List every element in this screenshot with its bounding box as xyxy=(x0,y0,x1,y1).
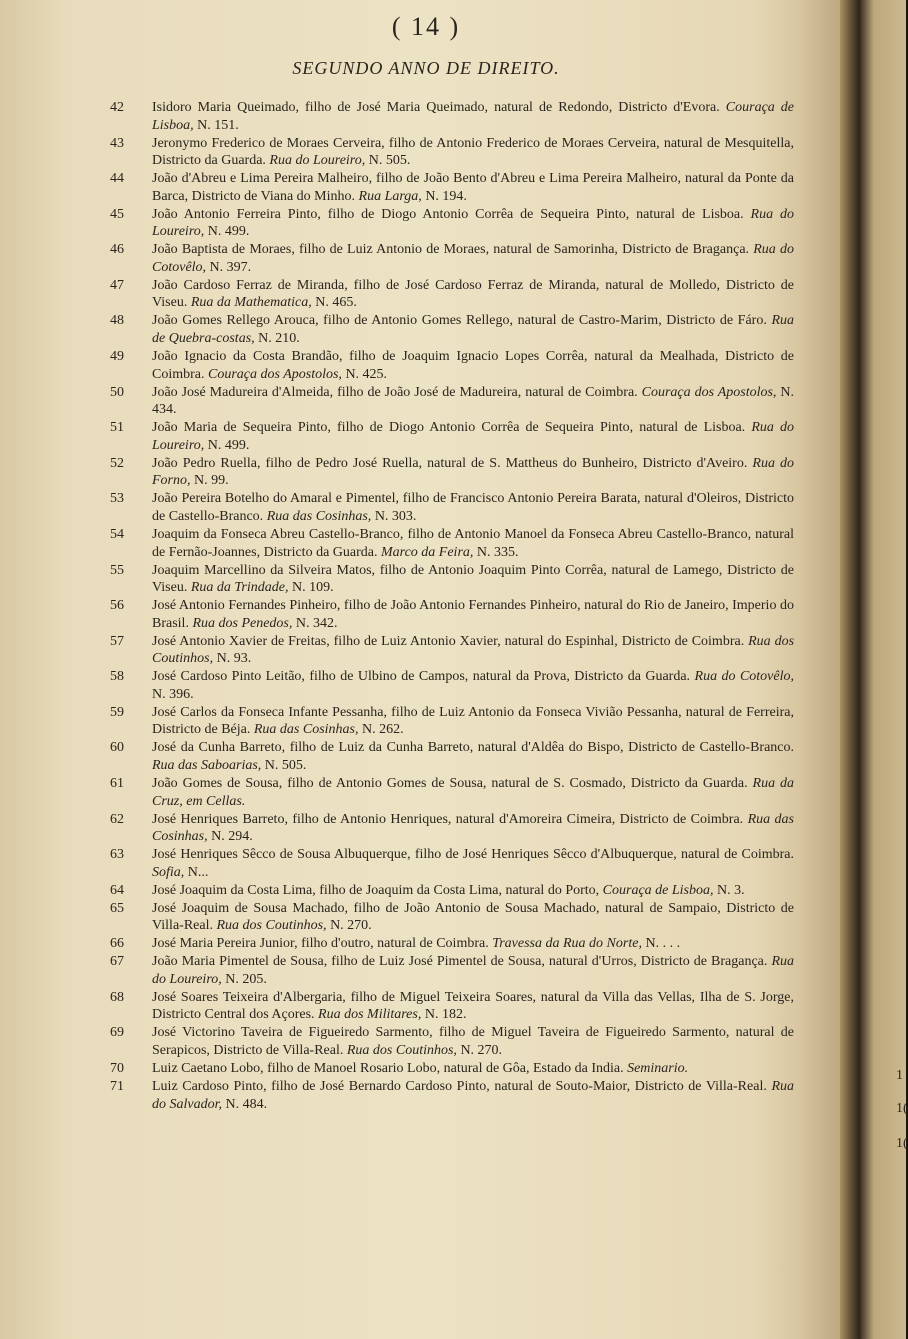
section-header: SEGUNDO ANNO DE DIREITO. xyxy=(292,58,560,78)
entry-text: João Maria de Sequeira Pinto, filho de Diogo Antonio Corrêa de Sequeira Pinto, natural de Lisboa. xyxy=(152,420,746,436)
entry-address: Rua de Quebra-costas, xyxy=(152,313,794,347)
entry-address: Rua dos Coutinhos, xyxy=(346,1043,457,1059)
entry-number: 49 xyxy=(110,349,124,365)
entry-number: 50 xyxy=(110,384,124,400)
entry-number: 58 xyxy=(110,669,124,685)
list-item xyxy=(94,811,794,846)
list-item xyxy=(94,633,794,668)
student-list xyxy=(94,99,794,1114)
entry-number: 66 xyxy=(110,936,124,952)
entry-number: 71 xyxy=(110,1078,124,1094)
entry-description xyxy=(152,1078,794,1113)
list-item xyxy=(94,490,794,525)
entry-address: Couraça de Lisboa, xyxy=(602,882,714,898)
entry-address: Rua do Loureiro, xyxy=(269,153,366,169)
entry-description xyxy=(152,633,794,668)
entry-house-number: N. 335. xyxy=(476,544,519,560)
entry-text: Luiz Cardoso Pinto, filho de José Bernardo Cardoso Pinto, natural de Souto-Maior, Districto de Villa-Real. xyxy=(152,1078,767,1094)
entry-number: 42 xyxy=(110,100,124,115)
entry-description xyxy=(152,668,794,703)
entry-description xyxy=(152,526,794,561)
entry-house-number: N. . . . xyxy=(645,936,681,952)
entry-number: 53 xyxy=(110,491,124,507)
entry-address: Rua do Cotovêlo, xyxy=(152,242,794,275)
entry-description xyxy=(152,348,794,383)
entry-text: João José Madureira d'Almeida, filho de João José de Madureira, natural de Coimbra. xyxy=(152,384,638,400)
facing-page-edge xyxy=(860,0,906,1339)
entry-address: Rua das Cosinhas, xyxy=(253,722,359,738)
entry-text: João Gomes de Sousa, filho de Antonio Gomes de Sousa, natural de S. Cosmado, Districto da Guarda. xyxy=(152,775,748,791)
entry-house-number: N. 294. xyxy=(211,829,253,845)
entry-house-number: N. 303. xyxy=(374,508,417,524)
entry-text: Luiz Caetano Lobo, filho de Manoel Rosario Lobo, natural de Gôa, Estado da India. xyxy=(152,1061,624,1076)
entry-house-number: N. 99. xyxy=(194,473,229,489)
entry-number: 69 xyxy=(110,1025,124,1041)
entry-description xyxy=(152,900,794,935)
entry-number: 62 xyxy=(110,811,124,827)
entry-number: 46 xyxy=(110,242,124,258)
entry-text: José Antonio Fernandes Pinheiro, filho de João Antonio Fernandes Pinheiro, natural do Rio de Janeiro, Imperio do Brasil. xyxy=(152,598,794,631)
list-item xyxy=(94,241,794,276)
entry-description xyxy=(152,384,794,419)
entry-address: Rua da Mathematica, xyxy=(190,295,312,311)
entry-house-number: N. 151. xyxy=(197,117,239,133)
entry-text: José Henriques Barreto, filho de Antonio Henriques, natural d'Amoreira Cimeira, Districto de Coimbra. xyxy=(152,811,744,827)
page-number: ( 14 ) xyxy=(391,12,461,41)
entry-description xyxy=(152,597,794,632)
entry-text: João Maria Pimentel de Sousa, filho de Luiz José Pimentel de Sousa, natural d'Urros, Districto de Bragança. xyxy=(152,954,768,970)
entry-house-number: N. 270. xyxy=(330,918,372,934)
entry-address: Couraça dos Apostolos, xyxy=(641,384,777,400)
entry-description xyxy=(152,846,794,881)
entry-description xyxy=(152,739,794,774)
entry-address: Rua das Cosinhas, xyxy=(152,811,795,845)
list-item xyxy=(94,99,794,134)
entry-address: Rua das Cosinhas, xyxy=(266,508,372,524)
entry-text: José Cardoso Pinto Leitão, filho de Ulbino de Campos, natural da Prova, Districto da Guarda. xyxy=(152,669,691,685)
entry-address: Rua do Loureiro, xyxy=(152,420,794,453)
list-item xyxy=(94,846,794,881)
entry-text: Isidoro Maria Queimado, filho de José Maria Queimado, natural de Redondo, Districto d'Evora. xyxy=(152,100,720,115)
entry-number: 48 xyxy=(110,313,124,329)
entry-house-number: N. 3. xyxy=(717,882,745,898)
entry-text: José Soares Teixeira d'Albergaria, filho de Miguel Teixeira Soares, natural da Villa das Vellas, Ilha de S. Jorge, Districto Central dos Açores. xyxy=(152,989,794,1023)
entry-number: 68 xyxy=(110,989,124,1005)
entry-text: João Pedro Ruella, filho de Pedro José Ruella, natural de S. Mattheus do Bunheiro, Districto d'Aveiro. xyxy=(152,455,748,471)
entry-description xyxy=(152,170,794,205)
entry-number: 65 xyxy=(110,900,124,916)
entry-description xyxy=(152,455,794,490)
entry-text: Jeronymo Frederico de Moraes Cerveira, filho de Antonio Frederico de Moraes Cerveira, natural de Mesquitella, Districto da Guarda. xyxy=(152,135,794,169)
entry-description xyxy=(152,562,794,597)
facing-page-fragment: 1 xyxy=(896,1068,903,1083)
entry-address: Rua do Loureiro, xyxy=(152,954,795,987)
entry-text: João Antonio Ferreira Pinto, filho de Diogo Antonio Corrêa de Sequeira Pinto, natural de Lisboa. xyxy=(152,206,744,222)
list-item xyxy=(94,170,794,205)
entry-description xyxy=(152,206,794,241)
list-item xyxy=(94,989,794,1024)
entry-house-number: N. 210. xyxy=(258,331,300,347)
entry-number: 45 xyxy=(110,206,124,222)
entry-description xyxy=(152,1060,794,1078)
entry-description xyxy=(152,811,794,846)
entry-address: Travessa da Rua do Norte, xyxy=(492,936,642,952)
entry-house-number: N. 182. xyxy=(424,1007,467,1023)
entry-number: 70 xyxy=(110,1061,124,1076)
list-item xyxy=(94,668,794,703)
entry-address: Sofia, xyxy=(152,864,185,880)
entry-number: 56 xyxy=(110,598,124,614)
entry-number: 51 xyxy=(110,420,124,436)
list-item xyxy=(94,739,794,774)
entry-number: 63 xyxy=(110,847,124,863)
entry-number: 57 xyxy=(110,633,124,649)
entry-text: José Maria Pereira Junior, filho d'outro, natural de Coimbra. xyxy=(152,936,489,952)
entry-description xyxy=(152,935,794,953)
book-spine xyxy=(840,0,860,1339)
list-item xyxy=(94,206,794,241)
entry-address: Rua do Loureiro, xyxy=(152,206,794,240)
entry-house-number: N. 505. xyxy=(264,758,307,773)
entry-text: José Victorino Taveira de Figueiredo Sarmento, filho de Miguel Taveira de Figueiredo Sarmento, natural de Serapicos, Districto de Villa-Real. xyxy=(152,1025,794,1059)
list-item xyxy=(94,775,794,810)
list-item xyxy=(94,348,794,383)
entry-address: Couraça dos Apostolos, xyxy=(208,366,342,382)
entry-text: José Joaquim da Costa Lima, filho de Joaquim da Costa Lima, natural do Porto, xyxy=(152,882,600,898)
list-item xyxy=(94,526,794,561)
entry-address: Rua do Salvador, xyxy=(152,1078,795,1112)
entry-house-number: N. 499. xyxy=(207,437,250,453)
entry-house-number: N. 270. xyxy=(460,1043,503,1059)
entry-description xyxy=(152,882,794,900)
entry-description xyxy=(152,704,794,739)
entry-address: Couraça de Lisboa, xyxy=(152,100,795,133)
entry-text: João Pereira Botelho do Amaral e Pimentel, filho de Francisco Antonio Pereira Barata, natural d'Oleiros, Districto de Castello-Branco. xyxy=(152,491,794,524)
list-item xyxy=(94,384,794,419)
list-item xyxy=(94,419,794,454)
entry-text: José Carlos da Fonseca Infante Pessanha, filho de Luiz Antonio da Fonseca Vivião Pessanha, natural de Ferreira, Districto de Béja. xyxy=(152,704,794,738)
entry-text: João Baptista de Moraes, filho de Luiz Antonio de Moraes, natural de Samorinha, Districto de Bragança. xyxy=(152,242,750,258)
entry-description xyxy=(152,953,794,988)
entry-description xyxy=(152,135,794,170)
entry-description xyxy=(152,312,794,347)
entry-text: Joaquim da Fonseca Abreu Castello-Branco, filho de Antonio Manoel da Fonseca Abreu Castello-Branco, natural de Fernão-Joannes, Districto da Guarda. xyxy=(152,526,794,560)
entry-house-number: N. 396. xyxy=(152,686,194,702)
list-item xyxy=(94,882,794,900)
entry-description xyxy=(152,490,794,525)
list-item xyxy=(94,455,794,490)
list-item xyxy=(94,312,794,347)
entry-text: João d'Abreu e Lima Pereira Malheiro, filho de João Bento d'Abreu e Lima Pereira Malheiro, natural da Ponte da Barca, Districto de Viana do Minho. xyxy=(152,171,794,204)
facing-page-fragment: 1( xyxy=(896,1101,908,1116)
entry-house-number: N. 205. xyxy=(225,971,267,987)
entry-description xyxy=(152,241,794,276)
entry-text: José Joaquim de Sousa Machado, filho de João Antonio de Sousa Machado, natural de Sampaio, Districto de Villa-Real. xyxy=(152,900,794,934)
list-item xyxy=(94,704,794,739)
entry-description xyxy=(152,277,794,312)
entry-text: João Ignacio da Costa Brandão, filho de Joaquim Ignacio Lopes Corrêa, natural da Mealhada, Districto de Coimbra. xyxy=(152,349,794,382)
entry-number: 44 xyxy=(110,171,124,187)
entry-text: José da Cunha Barreto, filho de Luiz da Cunha Barreto, natural d'Aldêa do Bispo, Districto de Castello-Branco. xyxy=(152,740,794,756)
entry-address: Rua das Saboarias, xyxy=(152,758,262,773)
entry-address: Rua dos Coutinhos, xyxy=(216,918,327,934)
entry-number: 55 xyxy=(110,562,124,578)
entry-house-number: N. 397. xyxy=(209,259,252,275)
entry-description xyxy=(152,775,794,810)
entry-address: Rua dos Penedos, xyxy=(192,615,293,631)
entry-number: 43 xyxy=(110,135,124,151)
entry-house-number: N. 434. xyxy=(152,384,795,418)
list-item xyxy=(94,953,794,988)
entry-text: João Gomes Rellego Arouca, filho de Antonio Gomes Rellego, natural de Castro-Marim, Districto de Fáro. xyxy=(152,313,767,329)
entry-house-number: N. 505. xyxy=(368,153,411,169)
entry-address: Rua da Cruz, em Cellas. xyxy=(152,775,795,809)
entry-house-number: N. 425. xyxy=(345,366,388,382)
entry-number: 47 xyxy=(110,277,124,293)
entry-address: Seminario. xyxy=(627,1061,689,1076)
list-item xyxy=(94,1078,794,1113)
entry-address: Rua Larga, xyxy=(358,188,422,204)
entry-text: Joaquim Marcellino da Silveira Matos, filho de Antonio Joaquim Pinto Corrêa, natural de Lamego, Districto de Viseu. xyxy=(152,562,794,596)
entry-house-number: N... xyxy=(187,864,209,880)
entry-text: João Cardoso Ferraz de Miranda, filho de José Cardoso Ferraz de Miranda, natural de Molledo, Districto de Viseu. xyxy=(152,277,794,311)
list-item xyxy=(94,900,794,935)
entry-address: Rua dos Militares, xyxy=(318,1007,422,1023)
entry-address: Rua do Forno, xyxy=(152,455,794,489)
entry-description xyxy=(152,99,794,134)
entry-house-number: N. 93. xyxy=(216,651,252,667)
list-item xyxy=(94,935,794,953)
entry-house-number: N. 262. xyxy=(362,722,404,738)
entry-number: 52 xyxy=(110,455,124,471)
list-item xyxy=(94,1060,794,1078)
entry-number: 64 xyxy=(110,882,124,898)
list-item xyxy=(94,277,794,312)
entry-text: José Henriques Sêcco de Sousa Albuquerque, filho de José Henriques Sêcco d'Albuquerque, natural de Coimbra. xyxy=(152,847,794,863)
facing-page-fragment: 1( xyxy=(896,1136,908,1151)
entry-house-number: N. 499. xyxy=(207,224,250,240)
entry-address: Rua da Trindade, xyxy=(190,580,289,596)
list-item xyxy=(94,562,794,597)
list-item xyxy=(94,135,794,170)
entry-text: José Antonio Xavier de Freitas, filho de Luiz Antonio Xavier, natural do Espinhal, Districto de Coimbra. xyxy=(152,633,745,649)
entry-description xyxy=(152,419,794,454)
entry-number: 67 xyxy=(110,954,124,970)
entry-address: Marco da Feira, xyxy=(380,544,474,560)
entry-number: 61 xyxy=(110,775,124,791)
entry-address: Rua dos Coutinhos, xyxy=(152,633,795,667)
entry-number: 59 xyxy=(110,704,124,720)
list-item xyxy=(94,1024,794,1059)
entry-number: 54 xyxy=(110,526,124,542)
entry-house-number: N. 342. xyxy=(295,615,338,631)
list-item xyxy=(94,597,794,632)
entry-house-number: N. 465. xyxy=(315,295,357,311)
entry-address: Rua do Cotovêlo, xyxy=(694,669,794,685)
entry-description xyxy=(152,989,794,1024)
entry-house-number: N. 484. xyxy=(225,1096,268,1112)
entry-house-number: N. 109. xyxy=(291,580,334,596)
entry-description xyxy=(152,1024,794,1059)
entry-house-number: N. 194. xyxy=(425,188,467,204)
entry-number: 60 xyxy=(110,740,124,756)
